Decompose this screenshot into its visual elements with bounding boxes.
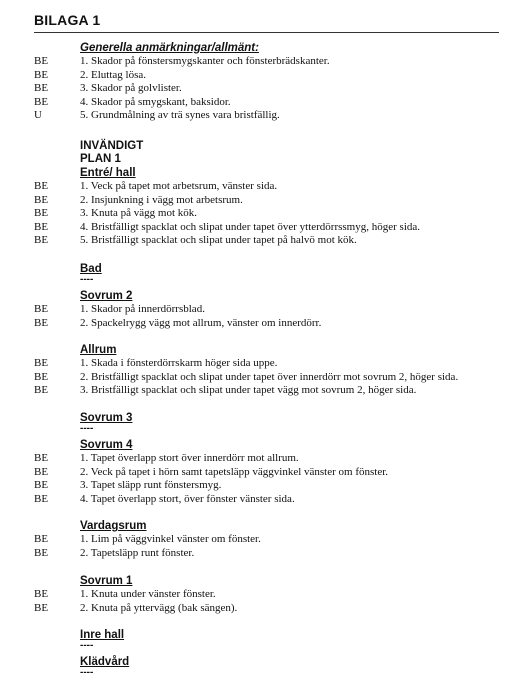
page-title: BILAGA 1 [34,12,101,28]
item-code: BE [34,546,49,559]
item-text: 2. Insjunkning i vägg mot arbetsrum. [80,193,243,206]
empty-marker: ---- [80,274,94,285]
list-item [0,194,519,208]
plan-heading: PLAN 1 [80,153,121,165]
item-code: BE [34,68,49,81]
room-heading-sovrum-1: Sovrum 1 [80,575,133,587]
section-allrum [0,344,519,398]
list-item [0,384,519,398]
list-item [0,357,519,371]
list-item [0,234,519,248]
section-sovrum-1 [0,575,519,615]
room-heading-inre-hall: Inre hall [80,629,125,641]
item-code: BE [34,220,49,233]
item-code: BE [34,357,49,369]
empty-marker: ---- [80,423,94,434]
section-vardagsrum [0,520,519,560]
item-code: BE [34,180,49,192]
interior-heading: INVÄNDIGT [80,140,144,152]
list-item [0,207,519,221]
item-code: BE [34,370,49,383]
section-interior [0,140,519,166]
list-item [0,82,519,96]
list-item [0,55,519,69]
item-code: BE [34,193,49,206]
item-text: 3. Bristfälligt spacklat och slipat under tapet vägg mot sovrum 2, höger sida. [80,384,417,397]
item-text: 2. Spackelrygg vägg mot allrum, vänster om innerdörr. [80,316,322,329]
item-text: 2. Veck på tapet i hörn samt tapetsläpp väggvinkel vänster om fönster. [80,465,389,478]
item-text: 2. Tapetsläpp runt fönster. [80,546,195,559]
item-code: BE [34,601,49,614]
item-text: 1. Lim på väggvinkel vänster om fönster. [80,533,261,545]
list-item [0,602,519,616]
empty-marker: ---- [80,667,94,678]
item-code: BE [34,452,49,464]
list-item [0,180,519,194]
item-code: BE [34,303,49,315]
room-heading-allrum: Allrum [80,344,117,356]
item-text: 1. Tapet överlapp stort över innerdörr mot allrum. [80,452,299,464]
item-text: 1. Skada i fönsterdörrskarm höger sida uppe. [80,357,278,369]
room-heading-sovrum-4: Sovrum 4 [80,439,133,451]
list-item [0,533,519,547]
list-item [0,493,519,507]
section-kladvard [0,656,519,678]
room-heading-vardagsrum: Vardagsrum [80,520,147,532]
empty-marker: ---- [80,640,94,651]
item-text: 4. Bristfälligt spacklat och slipat under tapet över ytterdörrssmyg, höger sida. [80,220,421,233]
section-sovrum-4 [0,439,519,506]
item-code: BE [34,533,49,545]
item-code: BE [34,316,49,329]
item-text: 1. Skador på innerdörrsblad. [80,303,205,315]
list-item [0,96,519,110]
item-code: BE [34,95,49,108]
section-inre-hall [0,629,519,651]
room-heading-sovrum-2: Sovrum 2 [80,290,133,302]
section-general [0,42,519,123]
title-divider [34,32,499,33]
item-text: 5. Bristfälligt spacklat och slipat under tapet på halvö mot kök. [80,234,357,247]
item-text: 2. Eluttag lösa. [80,68,146,81]
item-code: BE [34,234,49,247]
item-code: BE [34,492,49,505]
item-text: 4. Tapet överlapp stort, över fönster vänster sida. [80,492,295,505]
section-sovrum-2 [0,290,519,330]
item-text: 1. Veck på tapet mot arbetsrum, vänster sida. [80,180,278,192]
general-heading: Generella anmärkningar/allmänt: [80,42,259,54]
list-item [0,109,519,123]
item-text: 3. Tapet släpp runt fönstersmyg. [80,479,222,492]
room-heading-entre: Entré/ hall [80,167,136,179]
item-code: BE [34,55,49,67]
section-entre [0,167,519,248]
list-item [0,547,519,561]
item-code: U [34,109,42,122]
list-item [0,303,519,317]
list-item [0,466,519,480]
item-text: 4. Skador på smygskant, baksidor. [80,95,231,108]
item-code: BE [34,384,49,397]
item-text: 2. Knuta på yttervägg (bak sängen). [80,601,238,614]
list-item [0,371,519,385]
section-bad [0,263,519,285]
room-heading-kladvard: Klädvård [80,656,130,668]
item-code: BE [34,207,49,220]
item-text: 3. Skador på golvlister. [80,82,182,95]
item-code: BE [34,465,49,478]
item-code: BE [34,479,49,492]
list-item [0,588,519,602]
list-item [0,479,519,493]
item-text: 5. Grundmålning av trä synes vara bristfällig. [80,109,280,122]
item-code: BE [34,588,49,600]
room-heading-sovrum-3: Sovrum 3 [80,412,133,424]
list-item [0,452,519,466]
item-text: 1. Skador på fönstersmygskanter och fönsterbrädskanter. [80,55,330,67]
section-sovrum-3 [0,412,519,434]
item-text: 2. Bristfälligt spacklat och slipat under tapet över innerdörr mot sovrum 2, höger sida. [80,370,459,383]
list-item [0,221,519,235]
item-text: 3. Knuta på vägg mot kök. [80,207,198,220]
list-item [0,317,519,331]
room-heading-bad: Bad [80,263,102,275]
item-text: 1. Knuta under vänster fönster. [80,588,216,600]
item-code: BE [34,82,49,95]
list-item [0,69,519,83]
